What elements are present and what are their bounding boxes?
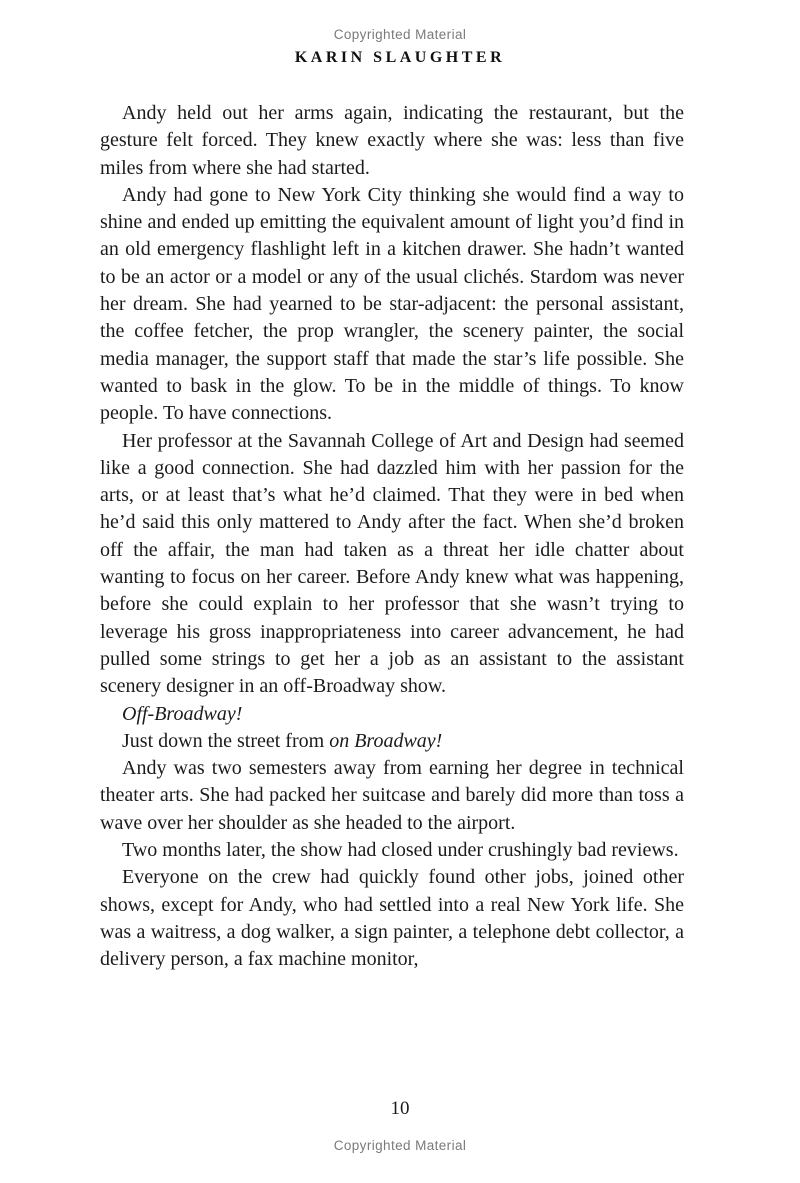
text-segment: Andy had gone to New York City thinking she would find a way to shine and ended up emitting the equivalent amount of light you’d find in an old emergency flashlight left in a kitchen drawer. She hadn’t wanted to be an actor or a model or any of the usual clichés. Stardom was never her dream. She had yearned to be star-adjacent: the personal assistant, the coffee fetcher, the prop wrangler, the scenery painter, the social media manager, the support staff that made the star’s life possible. She wanted to bask in the glow. To be in the middle of things. To know people. To have connections. <box>100 183 684 425</box>
text-segment: Everyone on the crew had quickly found other jobs, joined other shows, except for Andy, who had settled into a real New York life. She was a waitress, a dog walker, a sign painter, a telephone debt collector, a delivery person, a fax machine monitor, <box>100 866 684 971</box>
paragraph <box>100 182 684 428</box>
text-segment: Her professor at the Savannah College of Art and Design had seemed like a good connection. She had dazzled him with her passion for the arts, or at least that’s what he’d claimed. That they were in bed when he’d said this only mattered to Andy after the fact. When she’d broken off the affair, the man had taken as a threat her idle chatter about wanting to focus on her career. Before Andy knew what was happening, before she could explain to her professor that she wasn’t trying to leverage his gross inappropriateness into career advancement, he had pulled some strings to get her a job as an assistant to the assistant scenery designer in an off-Broadway show. <box>100 429 684 698</box>
text-segment: Just down the street from <box>122 729 330 752</box>
paragraph <box>100 100 684 182</box>
text-segment: Andy held out her arms again, indicating the restaurant, but the gesture felt forced. They knew exactly where she was: less than five miles from where she had started. <box>100 102 684 179</box>
paragraph <box>100 728 684 755</box>
copyright-footer: Copyrighted Material <box>333 1138 467 1153</box>
copyright-header: Copyrighted Material <box>333 27 467 42</box>
page-text <box>100 100 684 974</box>
paragraph <box>100 428 684 701</box>
paragraph <box>100 837 684 864</box>
text-segment: Two months later, the show had closed under crushingly bad reviews. <box>122 839 679 862</box>
text-segment: Andy was two semesters away from earning her degree in technical theater arts. She had packed her suitcase and barely did more than toss a wave over her shoulder as she headed to the airport. <box>100 757 684 834</box>
author-name: KARIN SLAUGHTER <box>294 49 506 66</box>
text-segment: on Broadway! <box>329 729 443 752</box>
paragraph <box>100 864 684 973</box>
paragraph <box>100 701 684 728</box>
page-number: 10 <box>390 1098 410 1119</box>
text-segment: Off-Broadway! <box>122 702 243 725</box>
paragraph <box>100 755 684 837</box>
